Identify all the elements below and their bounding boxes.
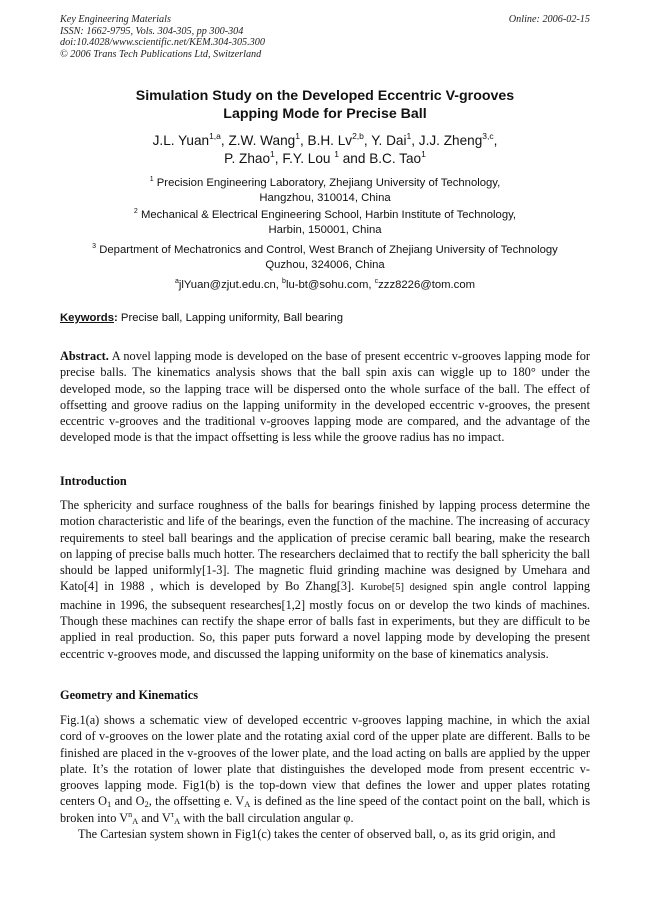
section-heading-introduction: Introduction [60,474,127,488]
affiliation-number: 2 [133,208,138,215]
author-name: P. Zhao [224,151,271,166]
geometry-body [60,712,590,842]
issn-line: ISSN: 1662-9795, Vols. 304-305, pp 300-304 [60,25,244,37]
author-line-1 [60,132,590,150]
author-separator: and [338,151,370,166]
email-mark: a [174,278,179,285]
affiliation-line: Precision Engineering Laboratory, Zhejiang University of Technology, [156,177,501,189]
paper-title [60,87,590,123]
geometry-text: with the ball circulation angular φ. [180,810,354,825]
keywords-label: Keywords [60,312,114,324]
journal-header [60,14,265,60]
author-name: J.L. Yuan [152,133,210,148]
subscript: A [132,815,139,826]
affiliation-3 [60,243,590,273]
title-line-2: Lapping Mode for Precise Ball [223,106,427,122]
geometry-text: , the offsetting e. V [148,794,245,809]
copyright-line: © 2006 Trans Tech Publications Ltd, Switzerland [60,48,262,60]
author-name: Y. Dai [371,133,407,148]
affiliation-number: 3 [92,243,97,250]
author-name: J.J. Zheng [418,133,483,148]
author-name: Z.W. Wang [228,133,296,148]
online-date: Online: 2006-02-15 [508,14,590,25]
geometry-text: and V [138,810,171,825]
author-affiliation-mark: 1,a [209,131,221,141]
author-list [60,132,590,168]
affiliation-line: Harbin, 150001, China [268,224,382,236]
affiliation-number: 1 [149,176,154,183]
email-link[interactable]: jlYuan@zjut.edu.cn, [178,279,283,291]
title-line-1: Simulation Study on the Developed Eccentric V-grooves [135,88,515,104]
author-affiliation-mark: 1 [295,131,300,141]
author-affiliation-mark: 1 [270,149,275,159]
email-list [60,278,590,293]
email-mark: c [374,278,379,285]
subscript: A [244,799,251,810]
keywords-colon: : [114,312,118,324]
author-separator: , [493,133,498,148]
affiliation-line: Quzhou, 324006, China [265,259,385,271]
introduction-text: The sphericity and surface roughness of the balls for bearings finished by lapping process determine the motion characteristic and life of the bearings, even the function of the machine. The increasing of accuracy requirements to steel ball bearings and the application of precise ceramic ball bearing, make the research on lapping of precise balls much hotter. The researchers declaimed that to rectify the ball sphericity the ball should be lapped uniformly[1-3]. The magnetic fluid grinding machine was designed by Umehara and Kato[4] in 1988 , which is developed by Bo Zhang[3]. [60,498,590,594]
keywords [60,312,343,324]
author-affiliation-mark: 1 [406,131,412,141]
email-link[interactable]: zzz8226@tom.com [378,279,476,291]
superscript: n [128,809,133,819]
section-heading-geometry: Geometry and Kinematics [60,688,198,702]
author-name: B.H. Lv [307,133,353,148]
affiliation-1 [60,176,590,206]
author-separator: , [274,151,283,166]
geometry-text: is defined as the line speed of the contact point on the ball, which is broken into V [60,794,590,825]
superscript: τ [170,809,175,819]
author-name: B.C. Tao [369,151,422,166]
affiliation-line: Department of Mechatronics and Control, West Branch of Zhejiang University of Technology [99,244,558,256]
affiliation-2 [60,208,590,238]
author-affiliation-mark: 1 [334,149,339,159]
geometry-text: and O [111,794,145,809]
introduction-text: spin angle control lapping machine in 1996, the subsequent researches[1,2] mostly focus on or develop the two kinds of machines. Though these machines can rectify the shape error of balls fast in experiments, but they are difficult to be applied in real production. So, this paper puts forward a novel lapping mode by developing the present eccentric v-grooves mode, and discussed the lapping uniformity on the base of kinematics analysis. [60,579,590,661]
author-line-2 [60,150,590,168]
subscript: A [174,815,181,826]
author-affiliation-mark: 3,c [482,131,494,141]
introduction-small-text: Kurobe[5] designed [360,582,447,594]
abstract-text: A novel lapping mode is developed on the base of present eccentric v-grooves lapping mode for precise balls. The kinematics analysis shows that the ball spin axis can wiggle up to 180° under the developed mode, so the lapping trace will be dispersed onto the whole surface of the ball. The effect of offsetting and groove radius on the lapping uniformity in the developed eccentric v-grooves, the present eccentric v-grooves and the traditional v-grooves lapping mode are compared, and the advantage of the developed mode is that the impact offsetting is less while the groove radius has no impact. [60,349,590,445]
author-affiliation-mark: 1 [421,149,426,159]
introduction-body [60,497,590,662]
author-separator: , [363,133,372,148]
email-mark: b [282,278,286,285]
author-name: F.Y. Lou [282,151,335,166]
affiliation-line: Hangzhou, 310014, China [259,192,391,204]
email-link[interactable]: lu-bt@sohu.com, [285,279,375,291]
geometry-text: Fig.1(a) shows a schematic view of developed eccentric v-grooves lapping machine, in which the axial cord of v-grooves on the lower plate and the rotating axial cord of the upper plate are different. Balls to be finished are placed in the v-grooves of the lower plate, and the load acting on balls are applied by the upper plate. It’s the rotation of lower plate that distinguishes the developed mode from present eccentric v-grooves lapping mode. Fig1(b) is the top-down view that defines the lower and upper plates rotating centers O [60,713,590,809]
abstract [60,348,590,446]
keywords-text: Precise ball, Lapping uniformity, Ball bearing [117,312,343,324]
affiliation-line: Mechanical & Electrical Engineering School, Harbin Institute of Technology, [140,209,517,221]
abstract-label: Abstract. [60,349,109,363]
author-affiliation-mark: 2,b [352,131,364,141]
subscript: 1 [107,799,112,810]
author-separator: , [411,133,419,148]
subscript: 2 [144,799,149,810]
doi-line: doi:10.4028/www.scientific.net/KEM.304-305.300 [60,37,265,48]
author-separator: , [299,133,308,148]
geometry-paragraph-2: The Cartesian system shown in Fig1(c) takes the center of observed ball, o, as its grid origin, and [78,827,556,842]
journal-name: Key Engineering Materials [60,14,171,25]
author-separator: , [220,133,229,148]
